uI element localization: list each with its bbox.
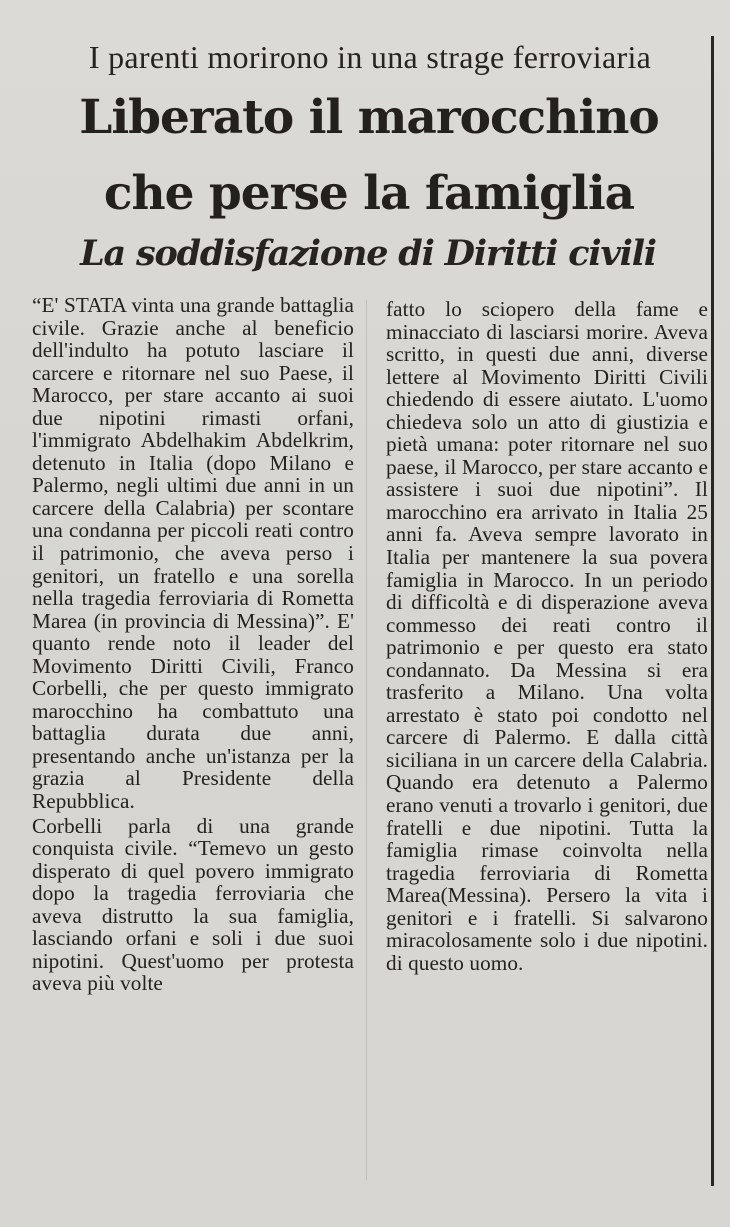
headline-line-1: Liberato il marocchino [79, 90, 659, 145]
article-kicker: I parenti morirono in una strage ferroviaria [88, 39, 652, 75]
body-column-left [32, 294, 354, 995]
left-paragraph-1: “E' STATA vinta una grande battaglia civile. Grazie anche al beneficio dell'indulto ha potuto lasciare il carcere e ritornare nel suo Paese, il Marocco, per stare accanto ai suoi due nipotini rimasti orfani, l'immigrato Abdelhakim Abdelkrim, detenuto in Italia (dopo Milano e Palermo, negli ultimi due anni in un carcere della Calabria) per scontare una condanna per piccoli reati contro il patrimonio, che aveva perso i genitori, un fratello e una sorella nella tragedia ferroviaria di Rometta Marea (in provincia di Messina)”. E' quanto rende noto il leader del Movimento Diritti Civili, Franco Corbelli, che per questo immigrato marocchino ha combattuto una battaglia durata due anni, presentando anche un'istanza per la grazia al Presidente della Repubblica. [32, 293, 354, 814]
left-paragraph-2: Corbelli parla di una grande conquista civile. “Temevo un gesto disperato di quel povero immigrato dopo la tragedia ferroviaria che aveva distrutto la sua famiglia, lasciando orfani e soli i due suoi nipotini. Quest'uomo per protesta aveva più volte [32, 813, 354, 996]
column-gutter [366, 300, 367, 1180]
article-subhead: La soddisfazione di Diritti civili [80, 233, 656, 274]
article-headline [26, 80, 712, 232]
body-column-right [386, 298, 708, 974]
right-paragraph-1: fatto lo sciopero della fame e minacciato di lasciarsi morire. Aveva scritto, in questi due anni, diverse lettere al Movimento Diritti Civili chiedendo di essere aiutato. L'uomo chiedeva solo un atto di giustizia e pietà umana: poter ritornare nel suo paese, il Marocco, per stare accanto e assistere i suoi due nipotini”. Il marocchino era arrivato in Italia 25 anni fa. Aveva sempre lavorato in Italia per mantenere la sua povera famiglia in Marocco. In un periodo di difficoltà e di disperazione aveva commesso dei reati contro il patrimonio e per questo era stato condannato. Da Messina si era trasferito a Milano. Una volta arrestato è stato poi condotto nel carcere di Palermo. E dalla città siciliana in un carcere della Calabria. Quando era detenuto a Palermo erano venuti a trovarlo i genitori, due fratelli e due nipotini. Tutta la famiglia rimase coinvolta nella tragedia ferroviaria di Rometta Marea(Messina). Persero la vita i genitori e i fratelli. Si salvarono miracolosamente solo i due nipotini. di questo uomo. [386, 297, 708, 975]
headline-line-2: che perse la famiglia [103, 166, 635, 221]
